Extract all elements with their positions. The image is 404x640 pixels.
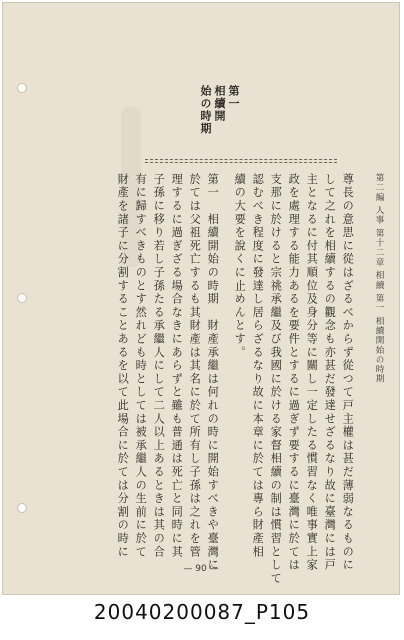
section-heading-line-1: 第一 bbox=[227, 85, 240, 110]
binding-hole bbox=[17, 83, 27, 93]
body-column: 續の大要を說くに止めんとす。 bbox=[233, 173, 247, 360]
body-column: 於ては父祖死亡するも其財產は其名に於て所有し子孫は之れを管 bbox=[188, 173, 202, 559]
body-column: 政を處理する能力あるを要件とするに過ぎず要するに臺灣に於ては bbox=[287, 173, 301, 572]
body-column: 第一 相續開始の時期 財產承繼は何れの時に開始すべきや臺灣に bbox=[206, 173, 220, 572]
image-caption: 20040200087_P105 bbox=[93, 600, 311, 624]
section-heading-line-2: 相續開 bbox=[213, 85, 226, 123]
body-column: 主となるに付其順位及身分等に關し一定したる慣習なく唯事實上家 bbox=[305, 173, 319, 572]
page-number: — 90 — bbox=[183, 564, 219, 574]
body-column: 有に歸すべきものとす然れども時としては被承繼人の生前に於て bbox=[134, 173, 148, 559]
body-column: 認むべき程度に發達し居らざるなり故に本章に於ては專ら財產相 bbox=[251, 173, 265, 559]
body-column: 理するに過ぎざる場合なきにあらずと雖も普通は死亡と同時に其 bbox=[170, 173, 184, 559]
body-column: 支那に於けると宗祧承繼及び我國に於ける家督相續の制は慣習として bbox=[269, 173, 283, 586]
binding-hole bbox=[17, 293, 27, 303]
body-column: 子孫に移り若し子孫たる承繼人にして二人以上あるときは其の合 bbox=[152, 173, 166, 559]
binding-hole bbox=[17, 503, 27, 513]
document-page bbox=[2, 2, 400, 595]
body-column: 財產を諸子に分割することあるを以て此場合に於ては分割の時に bbox=[116, 173, 130, 559]
running-header: 第二編 人事 第十二章 相續 第一 相續開始の時期 bbox=[374, 173, 384, 384]
section-heading-line-3: 始の時期 bbox=[199, 85, 212, 135]
body-column: して之れを相續するの觀念も亦甚だ發達せざるなり故に臺灣には戸 bbox=[323, 173, 337, 572]
body-column: 尊長の意思に從はざるべからず從つて戸主權は甚だ薄弱なるものに bbox=[341, 173, 355, 572]
section-divider bbox=[145, 159, 337, 163]
